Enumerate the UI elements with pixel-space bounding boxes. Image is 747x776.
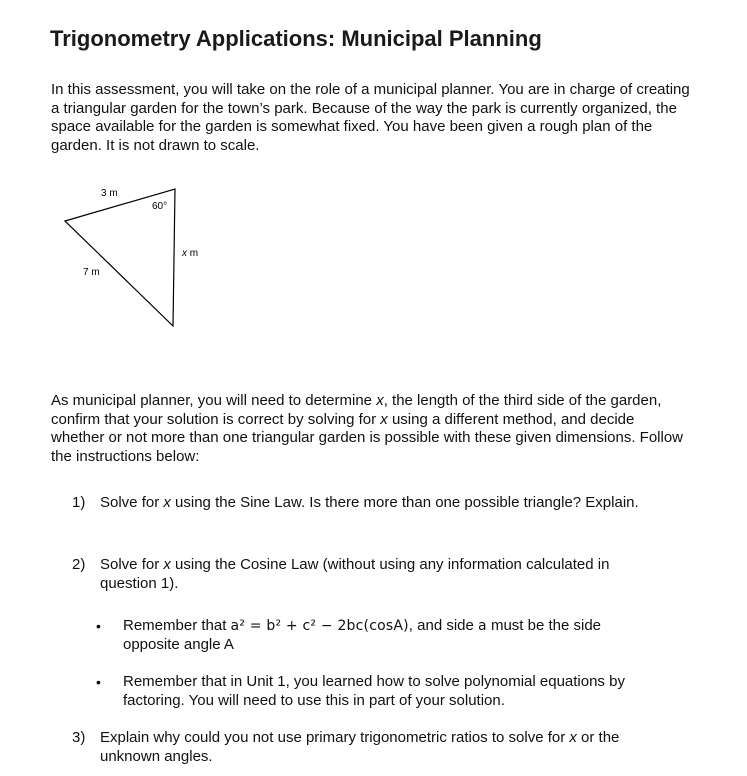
question-number: 1) [72, 494, 86, 511]
variable-x: x [380, 410, 388, 428]
question-number: 3) [72, 729, 86, 746]
page-title: Trigonometry Applications: Municipal Planning [50, 26, 542, 51]
variable-x: x [569, 729, 577, 746]
cosine-law-formula: a² = b² + c² − 2bc(cosA) [230, 618, 409, 634]
variable-x: x [376, 392, 384, 409]
instructions-part-2: , the length of the third side of the garden, confirm that your solution is correct by solving for [51, 392, 662, 428]
question-text: Solve for x using the Cosine Law (without using any information calculated in question 1). [100, 556, 610, 592]
angle-top-label: 60° [152, 201, 168, 212]
side-a: a [478, 618, 487, 634]
intro-paragraph: In this assessment, you will take on the role of a municipal planner. You are in charge of creating a triangular garden for the town’s park. Because of the way the park is currently organized, the space available for the garden is somewhat fixed. You have been given a rough plan of the garden. It is not drawn to scale. [51, 81, 690, 154]
bullet-text: Remember that a² = b² + c² − 2bc(cosA), and side a must be the side opposite angle A [123, 617, 602, 653]
bullet-icon: • [96, 618, 101, 634]
instructions-paragraph [51, 392, 691, 466]
variable-x: x [163, 494, 171, 511]
question-text: Explain why could you not use primary trigonometric ratios to solve for x or the unknown angles. [100, 729, 620, 765]
question-number: 2) [72, 556, 86, 573]
instructions-part-3: using a different method, and decide whether or not more than one triangular garden is possible with these given dimensions. Follow the instructions below: [51, 410, 684, 465]
question-text: Solve for x using the Sine Law. Is there more than one possible triangle? Explain. [100, 494, 639, 511]
side-top-label: 3 m [101, 188, 118, 199]
triangle-diagram [55, 183, 199, 333]
bullet-icon: • [96, 674, 101, 690]
instructions-part-1: As municipal planner, you will need to determine [51, 392, 377, 409]
side-right-label [181, 248, 198, 259]
variable-x: x [163, 556, 171, 573]
side-right-var: x [182, 248, 187, 259]
side-left-label: 7 m [83, 267, 100, 278]
bullet-text: Remember that in Unit 1, you learned how to solve polynomial equations by factoring. You will need to use this in part of your solution. [123, 673, 625, 709]
side-right-unit: m [187, 248, 199, 259]
